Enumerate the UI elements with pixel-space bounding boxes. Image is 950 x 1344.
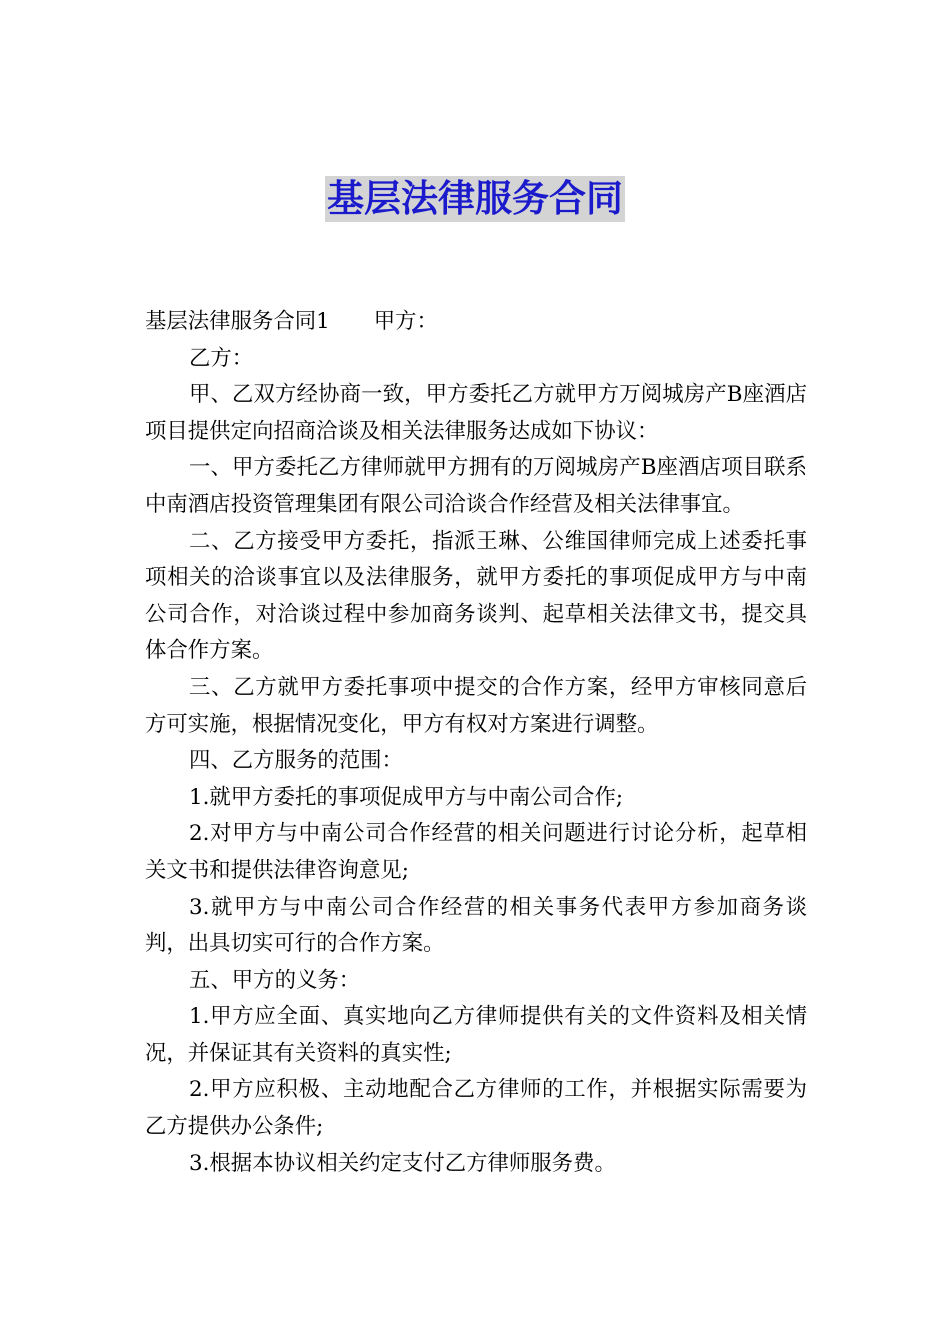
paragraph-clause-1: 一、甲方委托乙方律师就甲方拥有的万阅城房产B座酒店项目联系中南酒店投资管理集团有限公司洽谈合作经营及相关法律事宜。 [145,455,807,517]
party-a-label: 甲方： [373,309,438,334]
paragraph-clause-2: 二、乙方接受甲方委托，指派王琳、公维国律师完成上述委托事项相关的洽谈事宜以及法律服务，就甲方委托的事项促成甲方与中南公司合作，对洽谈过程中参加商务谈判、起草相关法律文书，提交具体合作方案。 [145,528,807,664]
title-container [0,176,950,222]
paragraph-scope-item-1: 1.就甲方委托的事项促成甲方与中南公司合作; [189,784,624,810]
paragraph-obligation-item-2: 2.甲方应积极、主动地配合乙方律师的工作，并根据实际需要为乙方提供办公条件; [145,1077,807,1140]
paragraph-obligation-item-1: 1.甲方应全面、真实地向乙方律师提供有关的文件资料及相关情况，并保证其有关资料的真实性; [145,1004,807,1066]
contract-number-label: 基层法律服务合同1 [145,309,330,334]
paragraph-obligation-item-3: 3.根据本协议相关约定支付乙方律师服务费。 [189,1150,616,1176]
paragraph-clause-5-heading: 五、甲方的义务： [189,967,361,993]
paragraph-scope-item-3: 3.就甲方与中南公司合作经营的相关事务代表甲方参加商务谈判，出具切实可行的合作方案。 [145,894,807,957]
document-title: 基层法律服务合同 [327,177,623,220]
document-body [145,304,807,1182]
paragraph-intro: 甲、乙双方经协商一致，甲方委托乙方就甲方万阅城房产B座酒店项目提供定向招商洽谈及相关法律服务达成如下协议： [145,382,807,444]
contract-heading-line [145,304,807,341]
party-b-label: 乙方： [189,345,254,371]
paragraph-clause-4-heading: 四、乙方服务的范围： [189,748,403,774]
paragraph-clause-3: 三、乙方就甲方委托事项中提交的合作方案，经甲方审核同意后方可实施，根据情况变化，甲方有权对方案进行调整。 [145,674,807,737]
paragraph-scope-item-2: 2.对甲方与中南公司合作经营的相关问题进行讨论分析，起草相关文书和提供法律咨询意见; [145,821,807,883]
